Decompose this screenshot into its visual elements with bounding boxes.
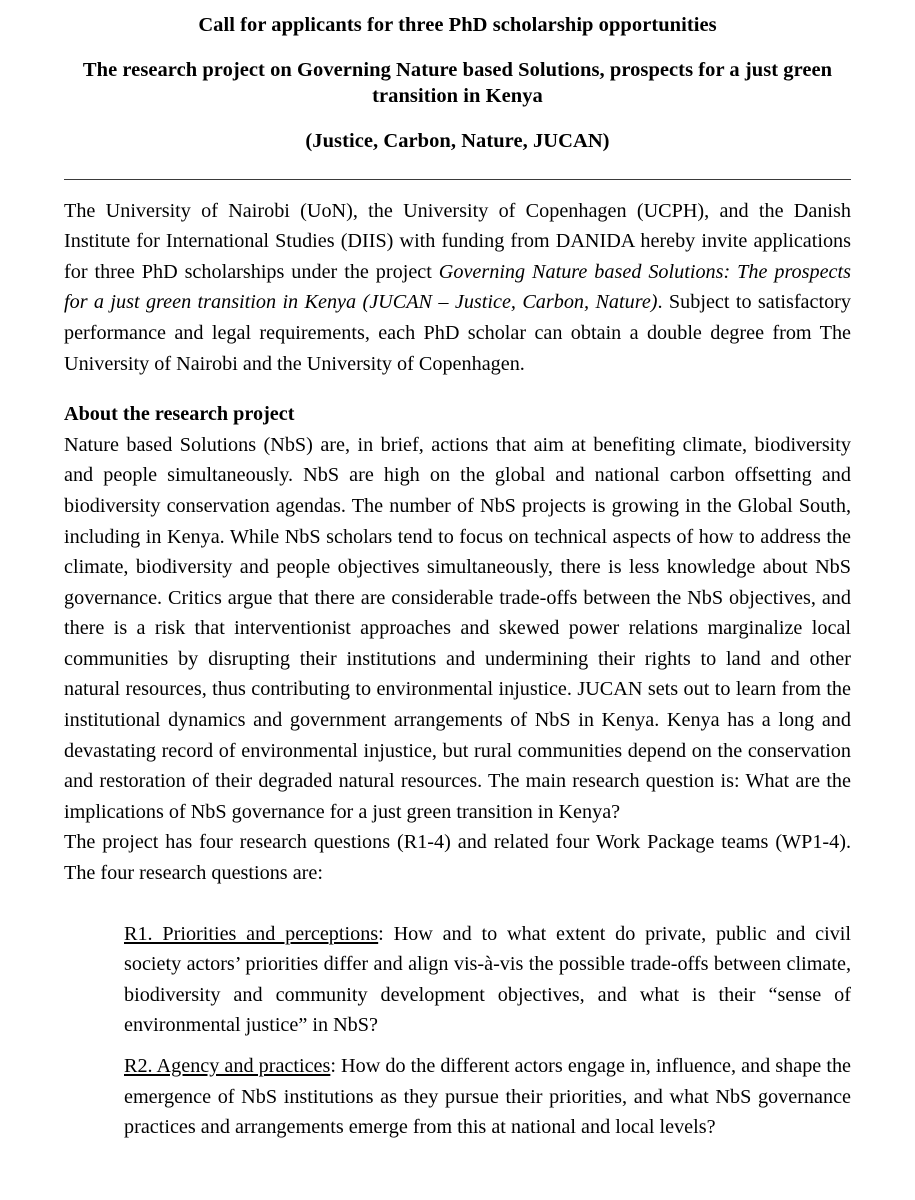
- research-question-r1-label: R1. Priorities and perceptions: [124, 922, 379, 945]
- document-body: [64, 180, 851, 1143]
- intro-paragraph: [64, 196, 851, 380]
- project-title-italic: Governing Nature based Solutions: The prospects for a just green transition in Kenya (JUCAN – Justice, Carbon, Nature): [64, 260, 851, 314]
- research-question-r2: [124, 1051, 851, 1143]
- about-section-paragraph: Nature based Solutions (NbS) are, in brief, actions that aim at benefiting climate, biodiversity and people simultaneously. NbS are high on the global and national carbon offsetting and biodiversity conservation agendas. The number of NbS projects is growing in the Global South, including in Kenya. While NbS scholars tend to focus on technical aspects of how to address the climate, biodiversity and people objectives simultaneously, there is less knowledge about NbS governance. Critics argue that there are considerable trade-offs between the NbS objectives, and there is a risk that interventionist approaches and skewed power relations marginalize local communities by disrupting their institutions and undermining their rights to land and other natural resources, thus contributing to environmental injustice. JUCAN sets out to learn from the institutional dynamics and government arrangements of NbS in Kenya. Kenya has a long and devastating record of environmental injustice, but rural communities depend on the conservation and restoration of their degraded natural resources. The main research question is: What are the implications of NbS governance for a just green transition in Kenya?: [64, 433, 851, 823]
- research-question-r1-text: How and to what extent do private, public and civil society actors’ priorities differ and align vis-à-vis the possible trade-offs between climate, biodiversity and community development objectives, and what is their “sense of environmental justice” in NbS?: [124, 922, 852, 1037]
- research-question-r1: [124, 919, 851, 1041]
- intro-text-before: The University of Nairobi (UoN), the University of Copenhagen (UCPH), and the Danish Institute for International Studies (DIIS) with funding from DANIDA hereby invite applications for three PhD scholarships under the project: [64, 199, 851, 283]
- page-title: Call for applicants for three PhD scholarship opportunities: [198, 14, 717, 36]
- research-question-r2-separator: :: [330, 1055, 342, 1077]
- about-section-heading: About the research project: [64, 403, 295, 426]
- research-questions-list: [64, 919, 851, 1143]
- research-question-r2-label: R2. Agency and practices: [124, 1055, 331, 1077]
- project-acronym-title: (Justice, Carbon, Nature, JUCAN): [305, 129, 610, 152]
- research-questions-intro: The project has four research questions (R1-4) and related four Work Package teams (WP1-4). The four research questions are:: [64, 831, 851, 885]
- research-question-r1-separator: :: [378, 922, 394, 945]
- intro-text-after: . Subject to satisfactory performance and legal requirements, each PhD scholar can obtain a double degree from The University of Nairobi and the University of Copenhagen.: [64, 291, 851, 375]
- research-question-r2-text: How do the different actors engage in, influence, and shape the emergence of NbS institutions as they pursue their priorities, and what NbS governance practices and arrangements emerge from this at national and local levels?: [124, 1055, 852, 1139]
- project-title: The research project on Governing Nature based Solutions, prospects for a just green transition in Kenya: [82, 58, 833, 108]
- title-block: [64, 0, 851, 155]
